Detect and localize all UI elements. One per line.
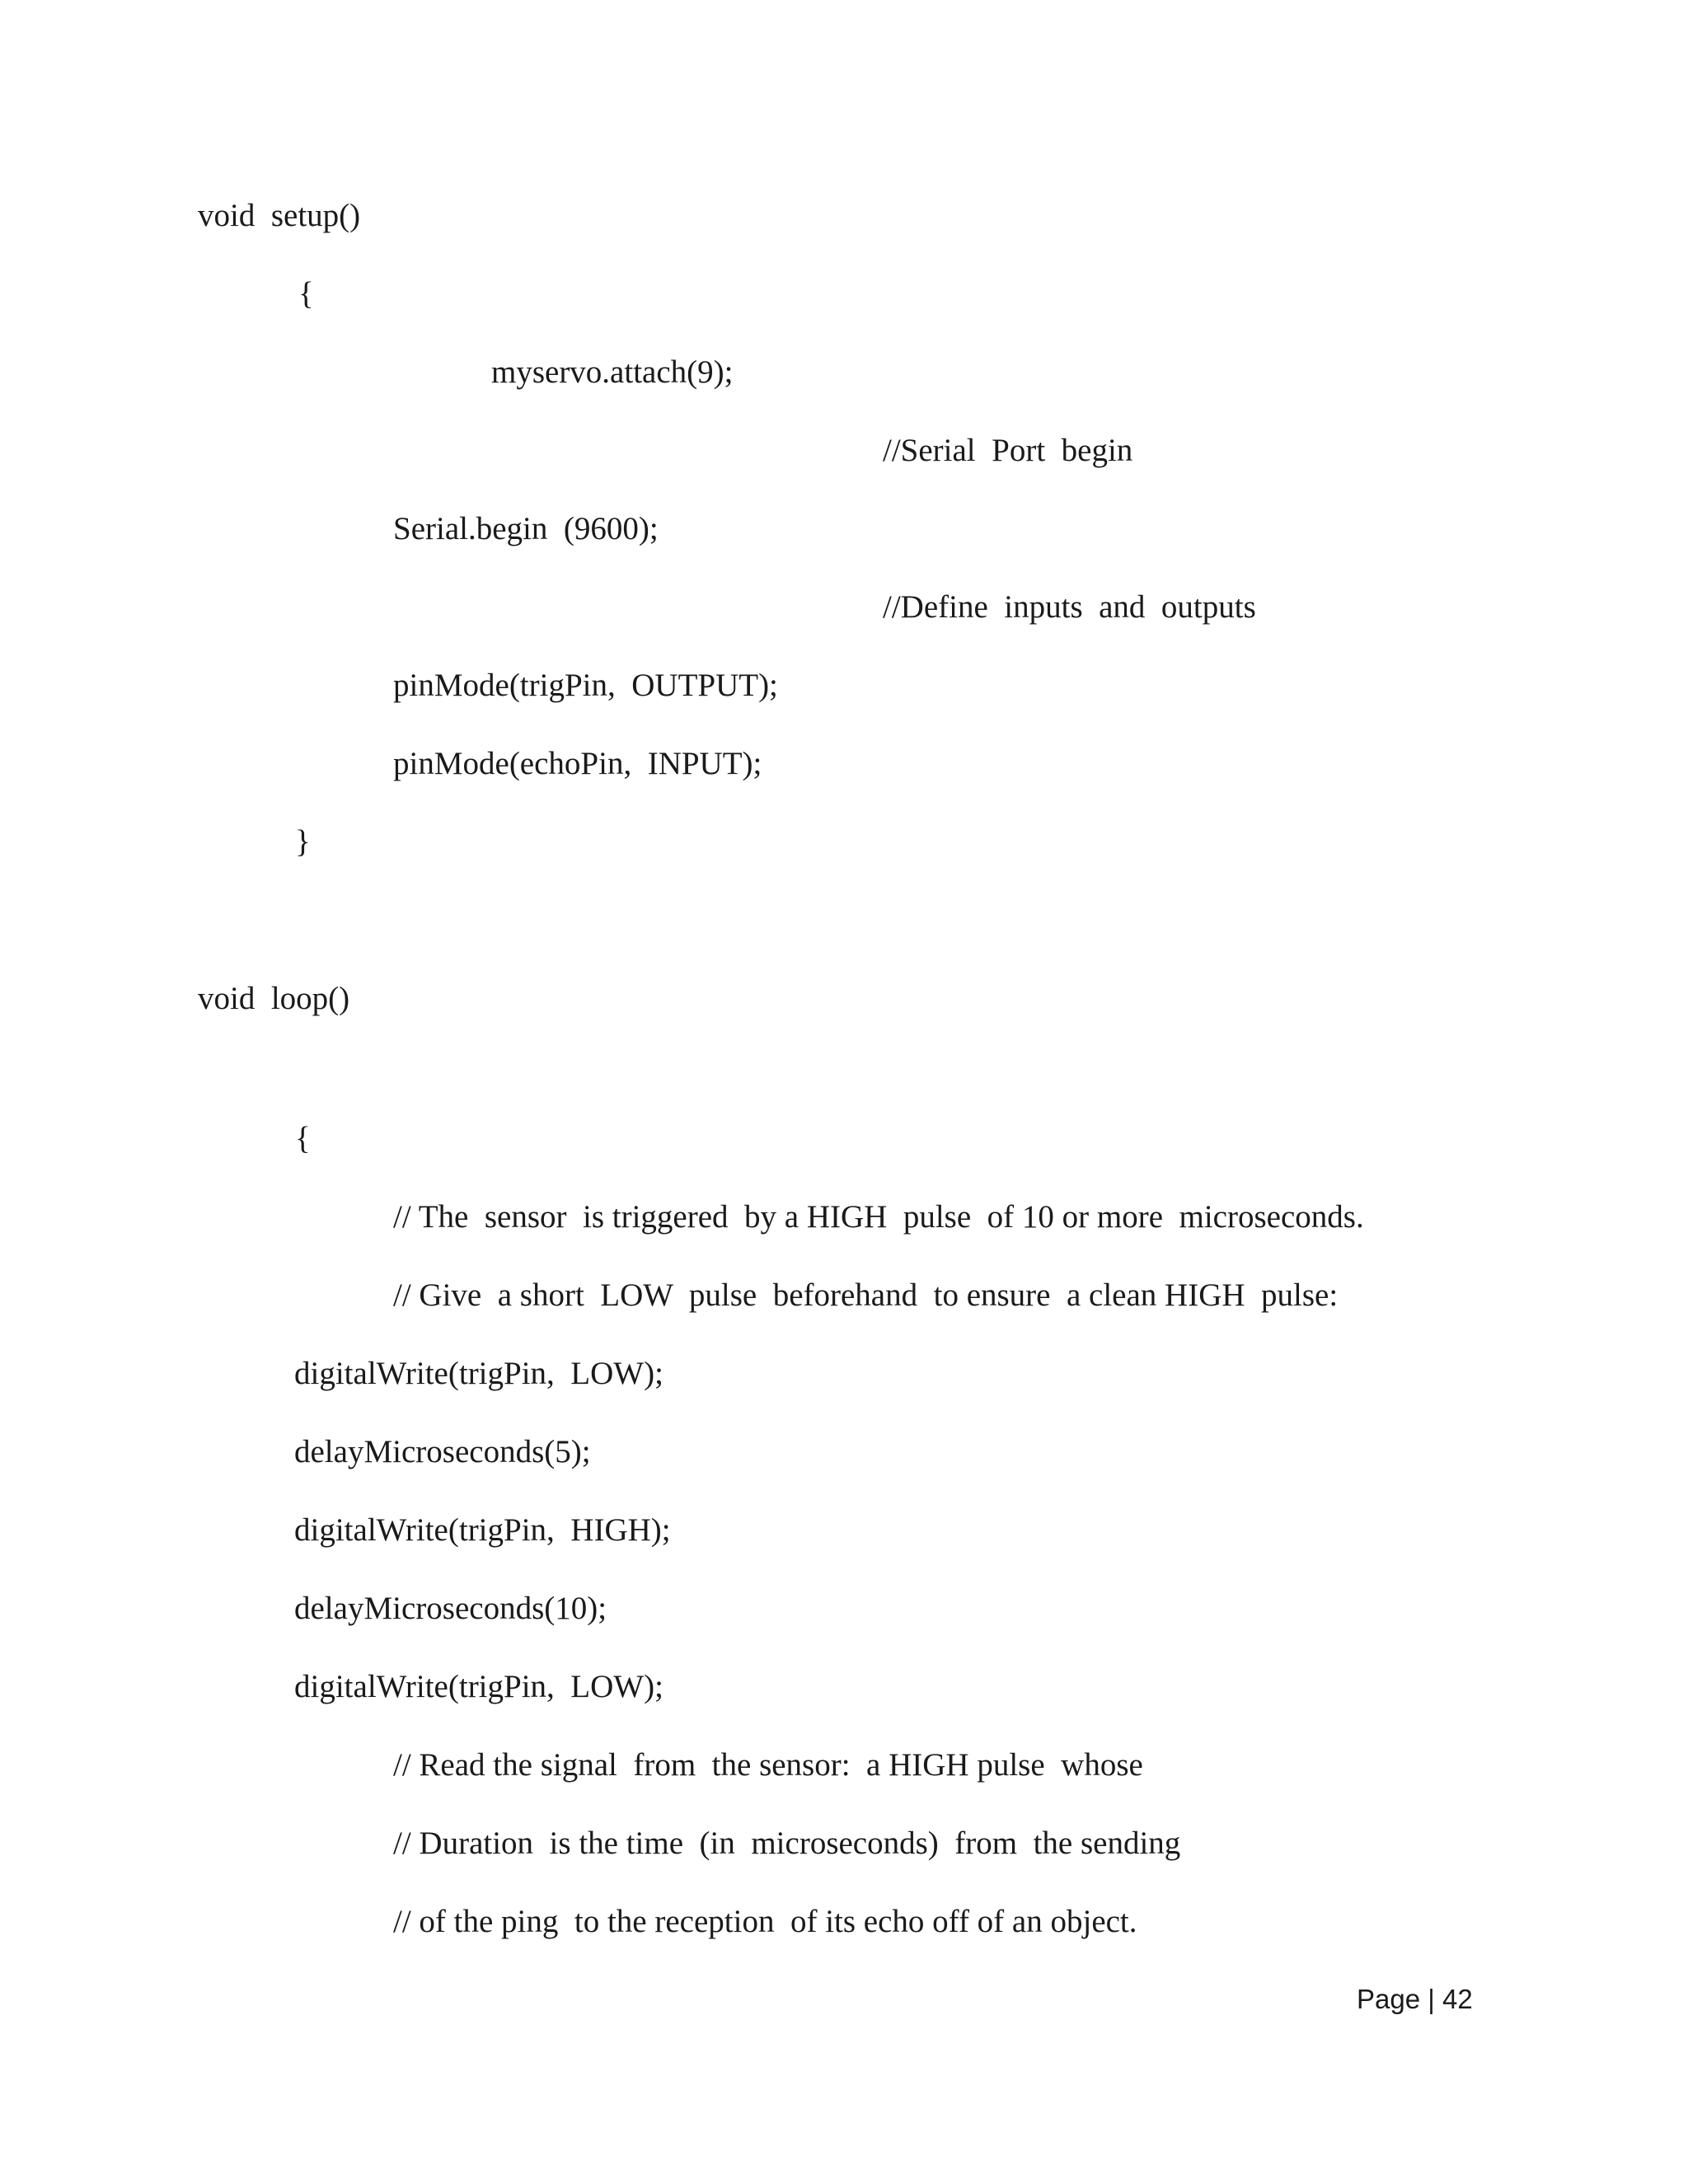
code-line-pinmode-echo: pinMode(echoPin, INPUT);: [393, 746, 762, 781]
code-line-digitalwrite-low-2: digitalWrite(trigPin, LOW);: [294, 1669, 663, 1704]
code-comment-low-pulse: // Give a short LOW pulse beforehand to ensure a clean HIGH pulse:: [393, 1277, 1339, 1313]
code-line-loop-signature: void loop(): [198, 981, 350, 1016]
code-line-loop-open-brace: {: [295, 1121, 311, 1156]
code-line-servo-attach: myservo.attach(9);: [491, 354, 734, 390]
code-line-open-brace: {: [298, 276, 314, 312]
code-comment-duration: // Duration is the time (in microseconds) from the sending: [393, 1825, 1181, 1861]
code-line-pinmode-trig: pinMode(trigPin, OUTPUT);: [393, 668, 778, 703]
code-line-digitalwrite-low-1: digitalWrite(trigPin, LOW);: [294, 1356, 663, 1391]
code-line-delay-5: delayMicroseconds(5);: [294, 1434, 591, 1469]
code-line-close-brace: }: [295, 824, 311, 860]
code-comment-serial-port: //Serial Port begin: [883, 433, 1133, 468]
code-comment-define-io: //Define inputs and outputs: [883, 589, 1256, 625]
code-comment-read-signal: // Read the signal from the sensor: a HIGH pulse whose: [393, 1747, 1143, 1783]
code-line-digitalwrite-high: digitalWrite(trigPin, HIGH);: [294, 1512, 671, 1548]
code-comment-trigger-info: // The sensor is triggered by a HIGH pulse of 10 or more microseconds.: [393, 1199, 1364, 1235]
page-number-footer: Page | 42: [1357, 1984, 1473, 2014]
code-line-setup-signature: void setup(): [198, 198, 361, 233]
code-line-serial-begin: Serial.begin (9600);: [393, 511, 659, 546]
code-comment-ping-echo: // of the ping to the reception of its echo off of an object.: [393, 1904, 1137, 1939]
code-line-delay-10: delayMicroseconds(10);: [294, 1591, 607, 1626]
